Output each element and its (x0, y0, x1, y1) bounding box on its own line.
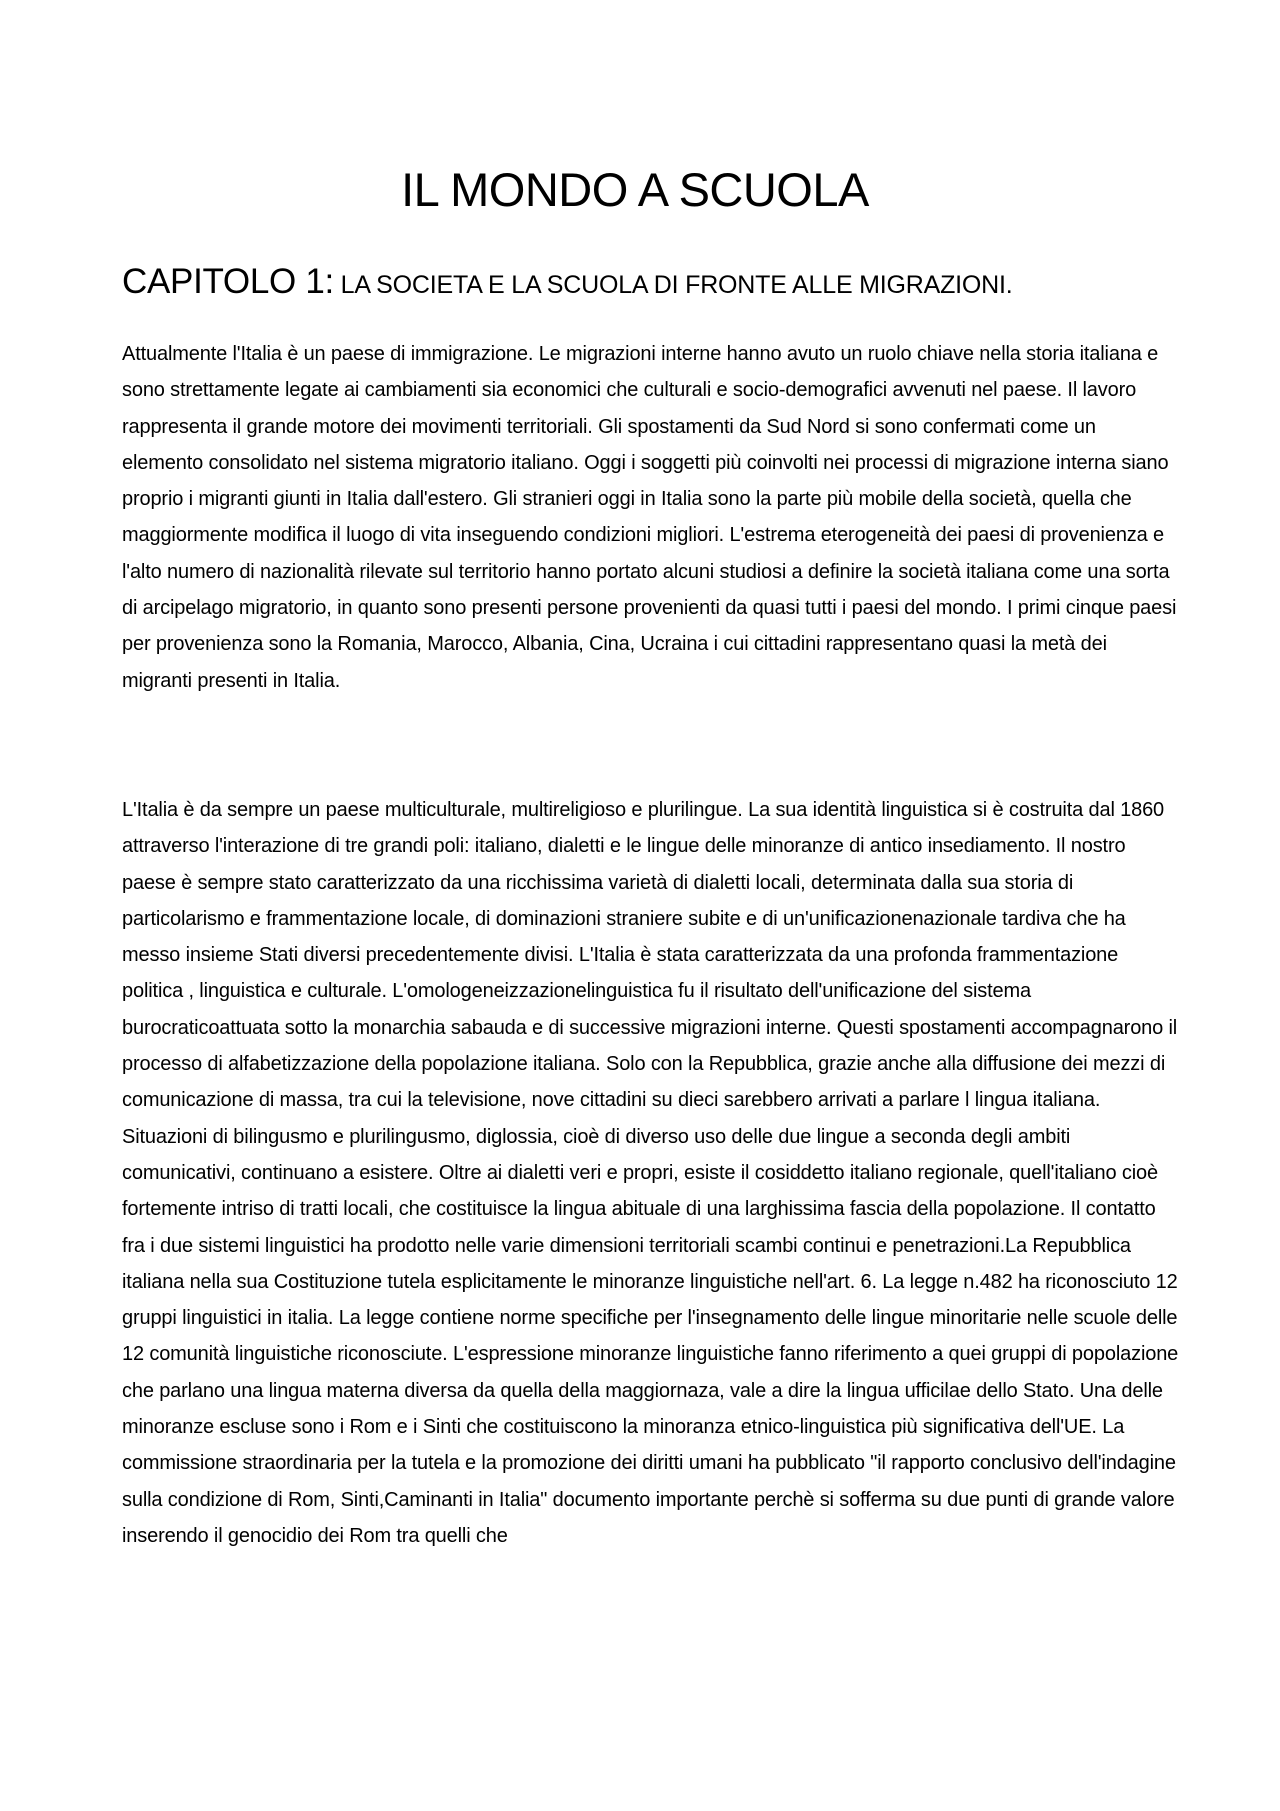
body-paragraph-1: Attualmente l'Italia è un paese di immigrazione. Le migrazioni interne hanno avuto un ruolo chiave nella storia italiana e sono strettamente legate ai cambiamenti sia economici che culturali e socio-demografici avvenuti nel paese. Il lavoro rappresenta il grande motore dei movimenti territoriali. Gli spostamenti da Sud Nord si sono confermati come un elemento consolidato nel sistema migratorio italiano. Oggi i soggetti più coinvolti nei processi di migrazione interna siano proprio i migranti giunti in Italia dall'estero. Gli stranieri oggi in Italia sono la parte più mobile della società, quella che maggiormente modifica il luogo di vita inseguendo condizioni migliori. L'estrema eterogeneità dei paesi di provenienza e l'alto numero di nazionalità rilevate sul territorio hanno portato alcuni studiosi a definire la società italiana come una sorta di arcipelago migratorio, in quanto sono presenti persone provenienti da quasi tutti i paesi del mondo. I primi cinque paesi per provenienza sono la Romania, Marocco, Albania, Cina, Ucraina i cui cittadini rappresentano quasi la metà dei migranti presenti in Italia. (122, 343, 1177, 692)
chapter-label: CAPITOLO 1: (122, 262, 334, 301)
document-title: IL MONDO A SCUOLA (401, 163, 869, 216)
body-paragraph-2: L'Italia è da sempre un paese multiculturale, multireligioso e plurilingue. La sua identità linguistica si è costruita dal 1860 attraverso l'interazione di tre grandi poli: italiano, dialetti e le lingue delle minoranze di antico insediamento. Il nostro paese è sempre stato caratterizzato da una ricchissima varietà di dialetti locali, determinata dalla sua storia di particolarismo e frammentazione locale, di dominazioni straniere subite e di un'unificazionenazionale tardiva che ha messo insieme Stati diversi precedentemente divisi. L'Italia è stata caratterizzata da una profonda frammentazione politica , linguistica e culturale. L'omologeneizzazionelinguistica fu il risultato dell'unificazione del sistema burocraticoattuata sotto la monarchia sabauda e di successive migrazioni interne. Questi spostamenti accompagnarono il processo di alfabetizzazione della popolazione italiana. Solo con la Repubblica, grazie anche alla diffusione dei mezzi di comunicazione di massa, tra cui la televisione, nove cittadini su dieci sarebbero arrivati a parlare l lingua italiana. Situazioni di bilingusmo e plurilingusmo, diglossia, cioè di diverso uso delle due lingue a seconda degli ambiti comunicativi, continuano a esistere. Oltre ai dialetti veri e propri, esiste il cosiddetto italiano regionale, quell'italiano cioè fortemente intriso di tratti locali, che costituisce la lingua abituale di una larghissima fascia della popolazione. Il contatto fra i due sistemi linguistici ha prodotto nelle varie dimensioni territoriali scambi continui e penetrazioni.La Repubblica italiana nella sua Costituzione tutela esplicitamente le minoranze linguistiche nell'art. 6. La legge n.482 ha riconosciuto 12 gruppi linguistici in italia. La legge contiene norme specifiche per l'insegnamento delle lingue minoritarie nelle scuole delle 12 comunità linguistiche riconosciute. L'espressione minoranze linguistiche fanno riferimento a quei gruppi di popolazione che parlano una lingua materna diversa da quella della maggiornaza, vale a dire la lingua ufficilae dello Stato. Una delle minoranze escluse sono i Rom e i Sinti che costituiscono la minoranza etnico-linguistica più significativa dell'UE. La commissione straordinaria per la tutela e la promozione dei diritti umani ha pubblicato "il rapporto conclusivo dell'indagine sulla condizione di Rom, Sinti,Caminanti in Italia" documento importante perchè si sofferma su due punti di grande valore inserendo il genocidio dei Rom tra quelli che (122, 799, 1179, 1547)
chapter-heading (122, 260, 1182, 308)
chapter-subtitle: LA SOCIETA E LA SCUOLA DI FRONTE ALLE MIGRAZIONI. (340, 271, 1013, 299)
